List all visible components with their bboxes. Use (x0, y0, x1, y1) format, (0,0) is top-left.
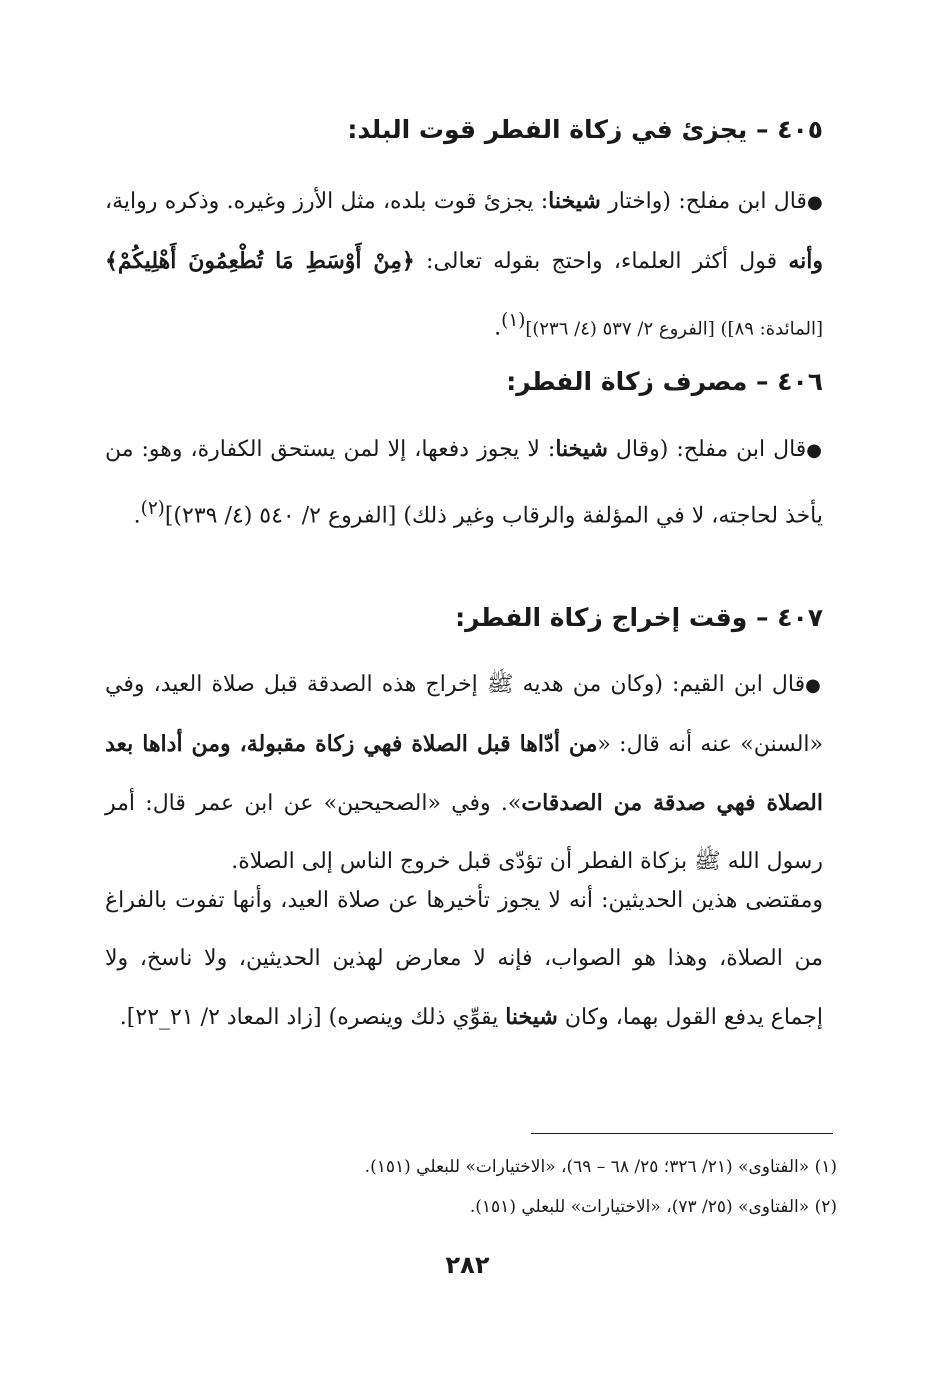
para-bold-text: شيخنا (555, 436, 608, 462)
footnote-2: (٢) «الفتاوى» (٢٥/ ٧٣)، «الاختيارات» للبعلي (١٥١). (469, 1197, 837, 1217)
para-text: : لا يجوز دفعها، إلا لمن يستحق الكفارة، وهو: من يأخذ لحاجته، لا في المؤلفة والرقاب وغير ذلك) [الفروع ٢/ ٥٤٠ (٤/ ٢٣٩)] (105, 437, 823, 529)
section-heading-405: ٤٠٥ – يجزئ في زكاة الفطر قوت البلد: (347, 115, 823, 144)
para-text: . (494, 315, 502, 341)
para-text: ومقتضى هذين الحديثين: أنه لا يجوز تأخيرها عن صلاة العيد، وأنها تفوت بالفراغ من الصلاة، وهذا هو الصواب، فإنه لا معارض لهذين الحديثين، ولا ناسخ، ولا إجماع يدفع القول بهما، وكان (105, 888, 823, 1030)
paragraph-405 (105, 172, 823, 358)
source-citation: [المائدة: ٨٩]) [الفروع ٢/ ٥٣٧ (٤/ ٢٣٦)] (525, 318, 823, 340)
para-text: : يجزئ قوت بلده، مثل الأرز وغيره. وذكره رواية، (105, 189, 549, 214)
bullet-icon: ● (806, 440, 823, 461)
footnote-1: (١) «الفتاوى» (٢١/ ٣٢٦؛ ٢٥/ ٦٨ – ٦٩)، «الاختيارات» للبعلي (١٥١). (364, 1157, 837, 1177)
bullet-icon: ● (805, 675, 823, 696)
quran-verse: ﴿مِنْ أَوْسَطِ مَا تُطْعِمُونَ أَهْلِيكُمْ﴾ (105, 248, 415, 274)
footnote-ref-2: (٢) (140, 498, 165, 519)
section-heading-406: ٤٠٦ – مصرف زكاة الفطر: (506, 367, 823, 396)
paragraph-407-b (105, 872, 823, 1047)
page-number: ٢٨٢ (445, 1251, 490, 1279)
para-bold-text: شيخنا (548, 188, 601, 214)
para-bold-text: وأنه (788, 248, 823, 274)
footnote-ref-1: (١) (501, 310, 526, 331)
para-bold-text: شيخنا (505, 1004, 558, 1030)
para-text: . (133, 503, 141, 529)
para-text: قال ابن مفلح: (وقال (607, 437, 807, 462)
para-text: قول أكثر العلماء، واحتج بقوله تعالى: (414, 249, 789, 274)
para-text: يقوِّي ذلك وينصره) [زاد المعاد ٢/ ٢١_٢٢]. (119, 1005, 506, 1030)
paragraph-406 (105, 420, 823, 545)
bullet-icon: ● (806, 192, 823, 213)
hadith-text: من أدّاها قبل الصلاة فهي زكاة مقبولة، ومن أداها بعد الصلاة فهي صدقة من الصدقات (105, 731, 823, 816)
footnote-divider (531, 1133, 833, 1134)
section-heading-407: ٤٠٧ – وقت إخراج زكاة الفطر: (455, 603, 823, 632)
para-text: قال ابن مفلح: (واختار (600, 189, 807, 214)
paragraph-407-a (105, 656, 823, 891)
para-text: ». وفي «الصحيحين» عن ابن عمر قال: أمر رسول الله ﷺ بزكاة الفطر أن تؤدّى قبل خروج الناس إلى الصلاة. (105, 791, 823, 874)
para-text: قال ابن القيم: (وكان من هديه ﷺ إخراج هذه الصدقة قبل صلاة العيد، وفي «السنن» عنه أنه قال: « (105, 672, 823, 757)
